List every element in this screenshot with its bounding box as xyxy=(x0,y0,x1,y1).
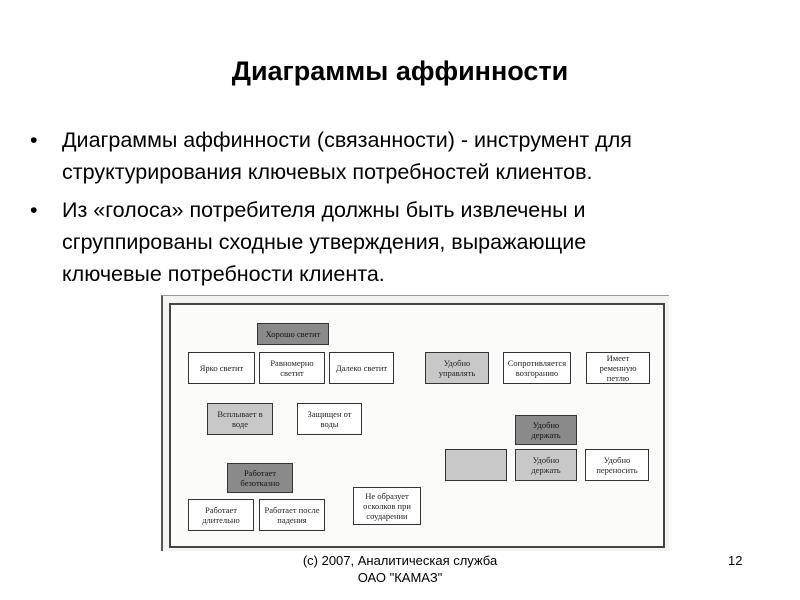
affinity-card: Удобно держать xyxy=(515,449,577,481)
affinity-diagram-board xyxy=(169,303,665,548)
page-number: 12 xyxy=(728,553,743,568)
bullet-text-line: ключевые потребности клиента. xyxy=(62,262,385,286)
bullet-item xyxy=(30,194,780,290)
bullet-dot-icon: • xyxy=(30,128,38,152)
bullet-text-line: структурирования ключевых потребностей клиентов. xyxy=(62,160,593,184)
affinity-card: Не образует осколков при соударении xyxy=(353,487,421,525)
bullet-text-line: Диаграммы аффинности (связанности) - инструмент для xyxy=(62,128,632,152)
affinity-card: Равномерно светит xyxy=(259,352,325,384)
affinity-card: Работает длительно xyxy=(188,499,254,531)
group-header-card: Хорошо светит xyxy=(257,323,329,345)
affinity-card: Удобно переносить xyxy=(585,449,649,481)
affinity-card: Удобно управлять xyxy=(425,352,489,384)
bullet-text-line: Из «голоса» потребителя должны быть извлечены и xyxy=(62,198,586,222)
footer-line: ОАО "КАМАЗ" xyxy=(357,570,443,585)
affinity-diagram-figure xyxy=(161,295,669,551)
bullet-list xyxy=(30,124,780,296)
bullet-dot-icon: • xyxy=(30,198,38,222)
footer-copyright xyxy=(220,552,580,586)
slide-title: Диаграммы аффинности xyxy=(231,56,569,86)
affinity-card: Защищен от воды xyxy=(297,403,362,435)
bullet-text-line: сгруппированы сходные утверждения, выражающие xyxy=(62,230,587,254)
affinity-card: Работает после падения xyxy=(259,499,325,531)
affinity-card: Далеко светит xyxy=(329,352,394,384)
affinity-card: Ярко светит xyxy=(188,352,255,384)
group-header-card: Удобно держать xyxy=(515,415,577,445)
group-header-card: Работает безотказно xyxy=(227,463,293,493)
footer-line: (с) 2007, Аналитическая служба xyxy=(302,553,498,568)
affinity-card: Всплывает в воде xyxy=(207,403,273,435)
bullet-item xyxy=(30,124,780,188)
affinity-card: Имеет ременную петлю xyxy=(586,352,650,384)
blank-card xyxy=(445,449,507,481)
affinity-card: Сопротивляется возгоранию xyxy=(503,352,571,384)
